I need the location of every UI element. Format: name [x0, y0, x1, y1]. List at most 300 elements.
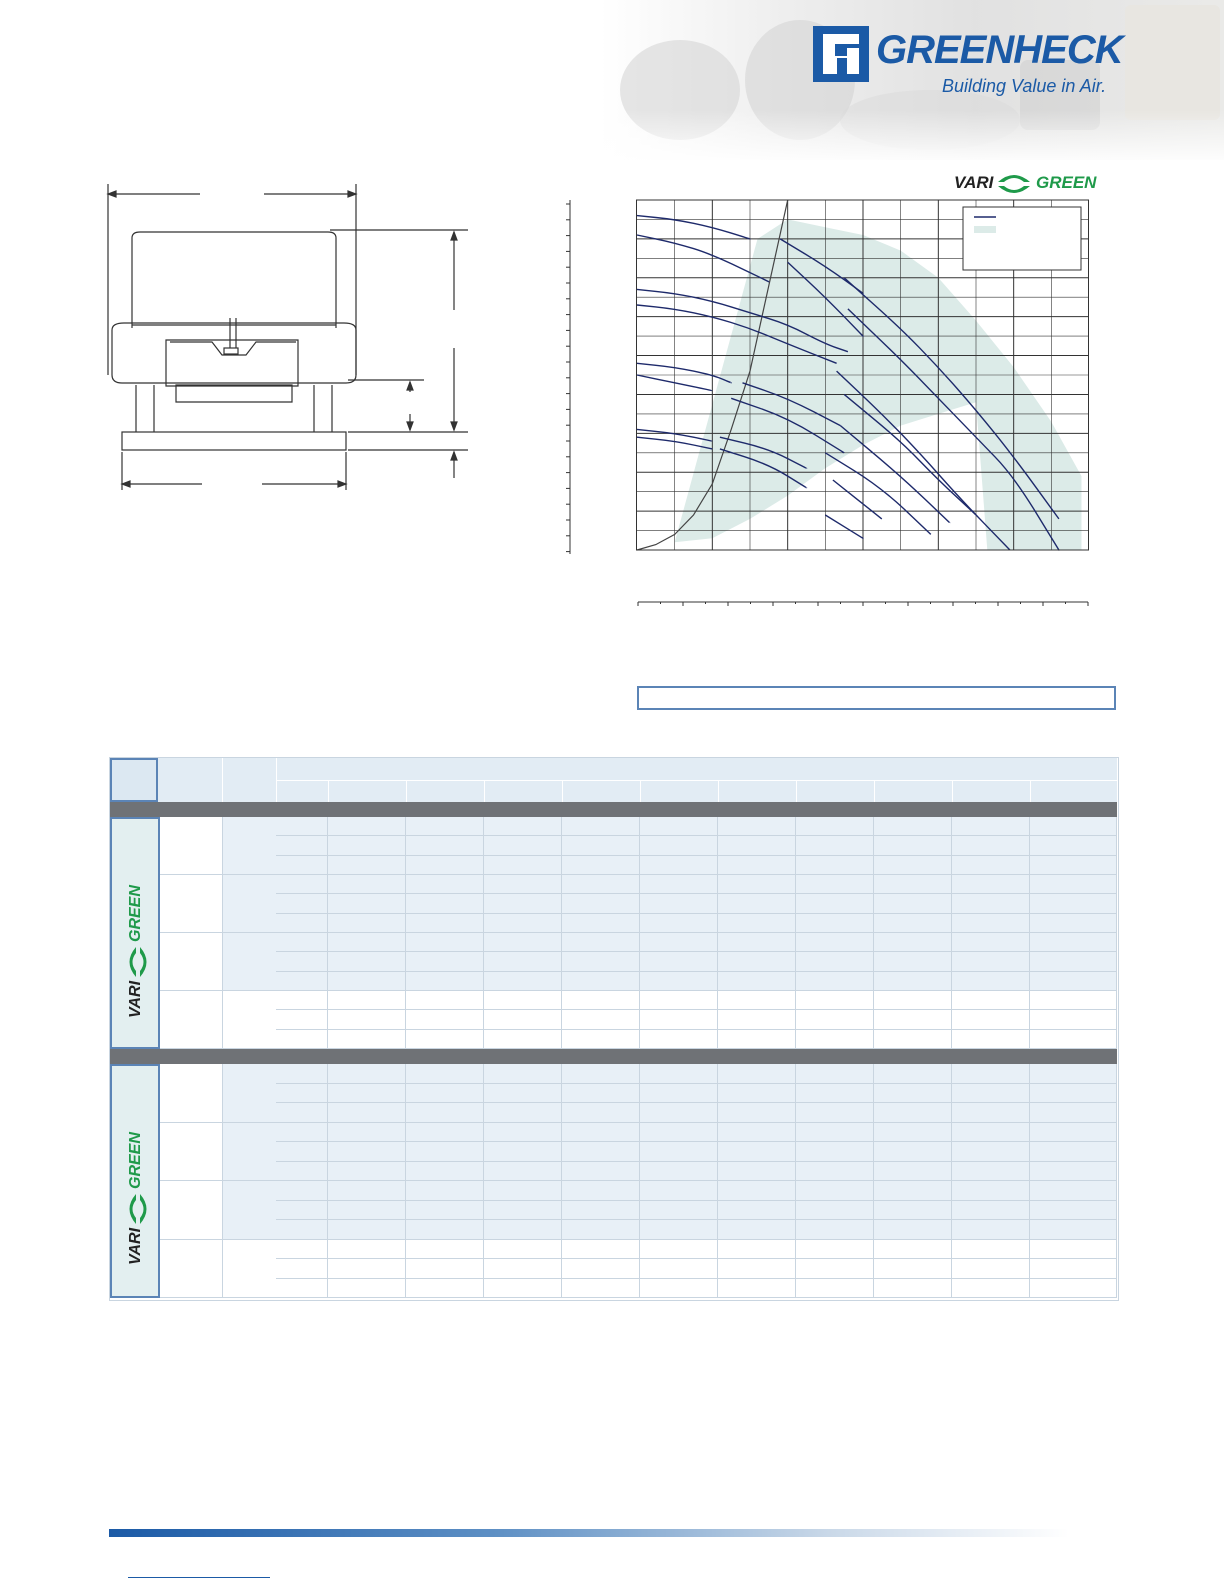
table-cell [952, 1201, 1030, 1221]
header-col-divider [718, 780, 719, 802]
table-cell [640, 894, 718, 913]
table-cell [562, 1201, 640, 1221]
table-cell [796, 1030, 874, 1049]
table-cell [406, 894, 484, 913]
table-cell [276, 1064, 328, 1084]
table-cell [718, 1010, 796, 1029]
table-cell [796, 933, 874, 952]
table-cell [562, 875, 640, 894]
table-cell [640, 1030, 718, 1049]
table-cell [874, 1064, 952, 1084]
table-cell [718, 933, 796, 952]
table-cell [276, 1103, 328, 1123]
group-speed-cell [223, 1123, 277, 1182]
table-cell [952, 1259, 1030, 1279]
table-cell [276, 1181, 328, 1201]
table-cell [952, 1240, 1030, 1260]
table-cell [796, 1064, 874, 1084]
table-cell [328, 933, 406, 952]
table-cell [484, 1142, 562, 1162]
table-cell [874, 972, 952, 991]
section-band-1 [110, 802, 1117, 817]
table-cell [484, 1123, 562, 1143]
group-label-cell [160, 875, 223, 933]
table-cell [562, 933, 640, 952]
table-cell [484, 836, 562, 855]
table-cell [276, 836, 328, 855]
table-cell [276, 894, 328, 913]
table-cell [328, 817, 406, 836]
table-cell [874, 1220, 952, 1240]
table-cell [952, 1123, 1030, 1143]
table-cell [1030, 933, 1117, 952]
table-cell [874, 1240, 952, 1260]
table-cell [718, 817, 796, 836]
table-cell [328, 1084, 406, 1104]
table-cell [718, 894, 796, 913]
table-cell [406, 933, 484, 952]
table-cell [1030, 856, 1117, 875]
table-cell [562, 972, 640, 991]
table-cell [718, 972, 796, 991]
vari-green-arrows-icon [994, 170, 1034, 198]
table-cell [796, 952, 874, 971]
table-cell [562, 1259, 640, 1279]
table-cell [718, 991, 796, 1010]
table-cell [796, 894, 874, 913]
table-cell [952, 836, 1030, 855]
green-label: GREEN [127, 885, 144, 942]
table-cell [796, 856, 874, 875]
table-cell [640, 1181, 718, 1201]
performance-chart [636, 198, 1106, 618]
table-cell [562, 1030, 640, 1049]
fan-curve-20 [825, 453, 931, 535]
table-cell [484, 991, 562, 1010]
table-cell [718, 875, 796, 894]
table-cell [640, 1142, 718, 1162]
table-cell [1030, 1103, 1117, 1123]
table-cell [328, 1010, 406, 1029]
table-cell [328, 1103, 406, 1123]
table-cell [718, 1240, 796, 1260]
table-cell [406, 1084, 484, 1104]
table-cell [1030, 1220, 1117, 1240]
group-speed-cell [223, 1064, 277, 1123]
table-cell [484, 875, 562, 894]
group-label-cell [160, 1064, 223, 1123]
table-cell [796, 1162, 874, 1182]
table-cell [640, 1201, 718, 1221]
table-cell [406, 1162, 484, 1182]
table-cell [484, 817, 562, 836]
table-cell [406, 1010, 484, 1029]
table-cell [276, 1279, 328, 1299]
table-cell [874, 1201, 952, 1221]
table-cell [874, 1103, 952, 1123]
table-cell [406, 1123, 484, 1143]
table-cell [562, 1103, 640, 1123]
fan-dimension-drawing [100, 180, 580, 560]
group-speed-cell [223, 1181, 277, 1240]
table-cell [276, 914, 328, 933]
table-cell [640, 1240, 718, 1260]
table-cell [328, 894, 406, 913]
table-cell [484, 952, 562, 971]
table-cell [406, 856, 484, 875]
table-cell [562, 1010, 640, 1029]
table-cell [328, 1123, 406, 1143]
table-cell [328, 1142, 406, 1162]
header-col-divider [874, 780, 875, 802]
table-cell [640, 1220, 718, 1240]
table-cell [328, 1181, 406, 1201]
section-1-badge [110, 817, 160, 1049]
table-cell [562, 1162, 640, 1182]
table-cell [276, 1084, 328, 1104]
table-cell [874, 817, 952, 836]
table-cell [718, 1064, 796, 1084]
table-cell [484, 933, 562, 952]
table-cell [1030, 1162, 1117, 1182]
table-cell [718, 1201, 796, 1221]
group-speed-cell [223, 1240, 277, 1299]
table-cell [874, 1084, 952, 1104]
table-cell [276, 1162, 328, 1182]
table-cell [562, 914, 640, 933]
header-col-divider [640, 780, 641, 802]
table-cell [1030, 1084, 1117, 1104]
table-cell [718, 1030, 796, 1049]
table-cell [276, 1220, 328, 1240]
table-cell [406, 817, 484, 836]
group-label-cell [160, 1240, 223, 1299]
table-cell [562, 1084, 640, 1104]
section-2-badge [110, 1064, 160, 1298]
table-cell [1030, 972, 1117, 991]
table-cell [484, 1084, 562, 1104]
table-cell [952, 1162, 1030, 1182]
group-speed-cell [223, 875, 277, 933]
header-col-divider [562, 780, 563, 802]
table-cell [1030, 991, 1117, 1010]
table-cell [562, 1142, 640, 1162]
table-cell [562, 1123, 640, 1143]
table-cell [952, 991, 1030, 1010]
table-cell [718, 952, 796, 971]
table-cell [562, 856, 640, 875]
table-cell [952, 952, 1030, 971]
table-cell [562, 1220, 640, 1240]
left-ruler [560, 198, 580, 558]
table-cell [874, 1279, 952, 1299]
table-cell [796, 1259, 874, 1279]
table-cell [874, 836, 952, 855]
table-cell [328, 914, 406, 933]
table-cell [484, 1220, 562, 1240]
table-cell [406, 1220, 484, 1240]
chart-note-box [637, 686, 1116, 710]
group-label-cell [160, 933, 223, 991]
table-cell [328, 1279, 406, 1299]
table-cell [718, 914, 796, 933]
greenheck-logo-icon [813, 26, 869, 82]
table-cell [562, 836, 640, 855]
table-cell [718, 1259, 796, 1279]
table-cell [1030, 1123, 1117, 1143]
table-cell [484, 1240, 562, 1260]
footer-gradient-bar [109, 1529, 1069, 1537]
table-cell [1030, 1201, 1117, 1221]
table-cell [406, 875, 484, 894]
table-cell [796, 914, 874, 933]
table-cell [796, 817, 874, 836]
table-cell [276, 1201, 328, 1221]
chart-legend [963, 207, 1081, 270]
table-cell [874, 875, 952, 894]
table-cell [276, 1259, 328, 1279]
table-cell [952, 1220, 1030, 1240]
table-cell [640, 875, 718, 894]
table-cell [484, 1010, 562, 1029]
table-cell [874, 914, 952, 933]
table-cell [328, 875, 406, 894]
table-cell [562, 1064, 640, 1084]
table-cell [406, 1259, 484, 1279]
table-cell [640, 952, 718, 971]
table-cell [484, 894, 562, 913]
table-cell [952, 1103, 1030, 1123]
table-cell [1030, 1259, 1117, 1279]
table-cell [562, 1279, 640, 1299]
table-cell [796, 1084, 874, 1104]
table-cell [796, 875, 874, 894]
header-col-divider [328, 780, 329, 802]
header-col-divider [1030, 780, 1031, 802]
table-cell [328, 1220, 406, 1240]
table-cell [328, 1240, 406, 1260]
table-cell [406, 1142, 484, 1162]
table-cell [640, 817, 718, 836]
table-cell [640, 972, 718, 991]
table-cell [406, 1279, 484, 1299]
table-cell [1030, 894, 1117, 913]
table-cell [562, 817, 640, 836]
table-cell [874, 1010, 952, 1029]
table-cell [952, 875, 1030, 894]
table-cell [796, 1279, 874, 1299]
table-cell [640, 914, 718, 933]
table-cell [484, 914, 562, 933]
table-cell [406, 952, 484, 971]
table-cell [952, 1030, 1030, 1049]
header-fade [600, 110, 1224, 165]
table-cell [796, 1201, 874, 1221]
table-cell [484, 1279, 562, 1299]
header-col-divider [484, 780, 485, 802]
table-cell [1030, 817, 1117, 836]
legend-fill-swatch [974, 226, 996, 233]
table-cell [1030, 952, 1117, 971]
table-cell [952, 1181, 1030, 1201]
group-speed-cell [223, 817, 277, 875]
header-col-divider [406, 780, 407, 802]
table-cell [328, 856, 406, 875]
fan-curve-21 [833, 480, 882, 519]
table-cell [276, 1010, 328, 1029]
section-band-2 [110, 1049, 1117, 1064]
fan-curve-22 [825, 515, 863, 538]
performance-table [109, 757, 1119, 1301]
table-cell [640, 1279, 718, 1299]
table-cell [952, 894, 1030, 913]
table-cell [796, 1103, 874, 1123]
table-cell [796, 1010, 874, 1029]
table-cell [640, 1259, 718, 1279]
table-cell [796, 1181, 874, 1201]
table-cell [718, 1279, 796, 1299]
table-cell [406, 991, 484, 1010]
header-col-divider [952, 780, 953, 802]
table-cell [718, 856, 796, 875]
table-cell [1030, 1142, 1117, 1162]
table-cell [484, 1103, 562, 1123]
table-cell [276, 1123, 328, 1143]
table-cell [874, 991, 952, 1010]
fan-curve-1 [637, 216, 750, 239]
table-cell [796, 972, 874, 991]
group-label-cell [160, 991, 223, 1049]
table-cell [640, 1162, 718, 1182]
table-cell [1030, 914, 1117, 933]
table-cell [276, 933, 328, 952]
table-cell [406, 914, 484, 933]
table-cell [796, 836, 874, 855]
group-speed-cell [223, 933, 277, 991]
table-cell [640, 991, 718, 1010]
table-cell [874, 894, 952, 913]
table-cell [796, 1240, 874, 1260]
table-cell [718, 1142, 796, 1162]
table-cell [952, 933, 1030, 952]
table-cell [406, 972, 484, 991]
table-cell [276, 1240, 328, 1260]
table-cell [484, 1181, 562, 1201]
table-cell [718, 1103, 796, 1123]
table-cell [406, 1103, 484, 1123]
table-cell [276, 1142, 328, 1162]
table-cell [328, 836, 406, 855]
table-cell [952, 1010, 1030, 1029]
table-cell [874, 1142, 952, 1162]
table-cell [796, 1220, 874, 1240]
table-cell [874, 933, 952, 952]
table-cell [952, 1064, 1030, 1084]
table-cell [328, 972, 406, 991]
table-cell [1030, 1181, 1117, 1201]
vari-green-chart-badge [954, 170, 1104, 198]
table-cell [718, 1123, 796, 1143]
table-cell [640, 933, 718, 952]
table-cell [640, 1123, 718, 1143]
table-cell [952, 1142, 1030, 1162]
table-cell [952, 817, 1030, 836]
table-cell [484, 972, 562, 991]
table-cell [640, 1084, 718, 1104]
vari-green-arrows-icon [125, 944, 151, 980]
group-label-cell [160, 817, 223, 875]
table-cell [952, 1279, 1030, 1299]
table-cell [640, 1103, 718, 1123]
green-label: GREEN [1036, 173, 1097, 192]
table-cell [406, 836, 484, 855]
table-cell [328, 952, 406, 971]
table-cell [276, 952, 328, 971]
table-cell [276, 817, 328, 836]
table-cell [328, 1201, 406, 1221]
header-corner [110, 758, 158, 802]
table-cell [952, 1084, 1030, 1104]
table-cell [484, 1201, 562, 1221]
table-cell [562, 1181, 640, 1201]
table-cell [406, 1064, 484, 1084]
table-cell [874, 952, 952, 971]
table-cell [874, 1181, 952, 1201]
green-label: GREEN [127, 1132, 144, 1189]
table-cell [406, 1030, 484, 1049]
table-cell [484, 856, 562, 875]
table-cell [562, 894, 640, 913]
table-cell [640, 1064, 718, 1084]
table-cell [952, 972, 1030, 991]
table-cell [276, 991, 328, 1010]
table-cell [276, 875, 328, 894]
table-cell [406, 1201, 484, 1221]
table-cell [1030, 1010, 1117, 1029]
table-cell [1030, 1030, 1117, 1049]
table-cell [640, 836, 718, 855]
table-cell [484, 1064, 562, 1084]
table-cell [328, 1064, 406, 1084]
table-cell [276, 1030, 328, 1049]
table-cell [562, 952, 640, 971]
table-cell [328, 991, 406, 1010]
table-cell [952, 856, 1030, 875]
footer-link-underline[interactable] [128, 1577, 270, 1578]
fan-curve-10 [637, 363, 731, 383]
table-cell [796, 1123, 874, 1143]
table-cell [718, 1181, 796, 1201]
table-cell [718, 1162, 796, 1182]
group-label-cell [160, 1123, 223, 1182]
table-cell [484, 1030, 562, 1049]
table-cell [874, 1162, 952, 1182]
table-cell [874, 1259, 952, 1279]
table-cell [718, 1220, 796, 1240]
table-cell [484, 1162, 562, 1182]
table-cell [796, 1142, 874, 1162]
table-cell [874, 1123, 952, 1143]
vari-label: VARI [127, 1227, 144, 1265]
vari-label: VARI [127, 980, 144, 1018]
table-cell [562, 991, 640, 1010]
table-cell [328, 1162, 406, 1182]
header-col-divider [796, 780, 797, 802]
table-cell [276, 856, 328, 875]
table-cell [406, 1240, 484, 1260]
vari-label: VARI [954, 173, 994, 192]
table-cell [1030, 875, 1117, 894]
